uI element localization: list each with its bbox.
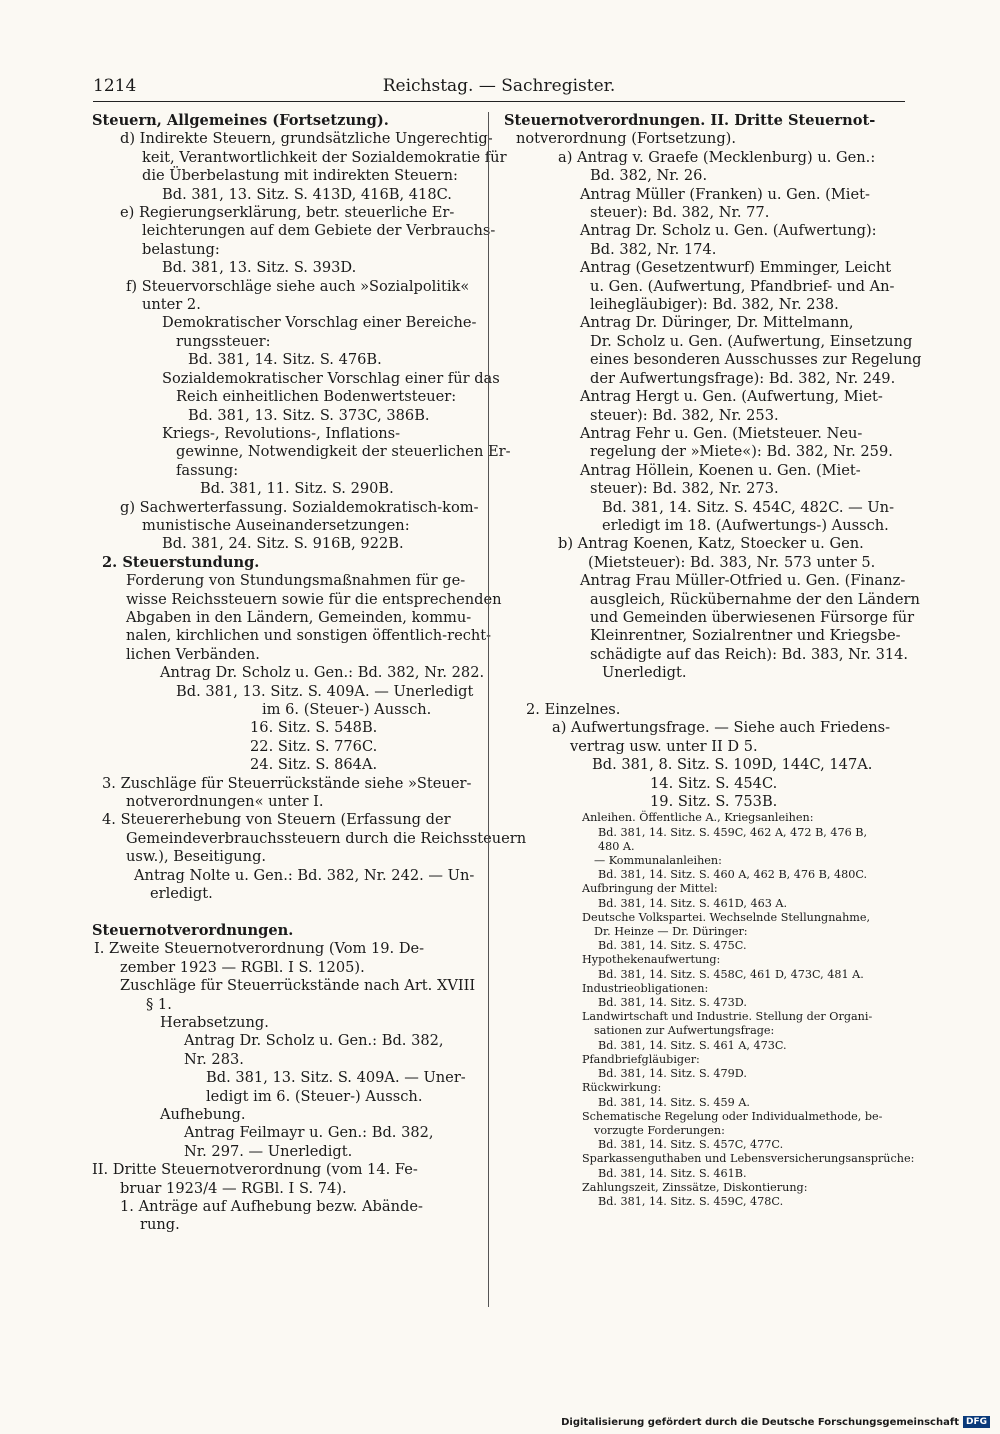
text-line: Antrag Dr. Scholz u. Gen. (Aufwertung): [580, 222, 877, 240]
text-line: rung. [140, 1216, 180, 1234]
text-line: steuer): Bd. 382, Nr. 77. [590, 204, 770, 222]
dfg-logo: DFG [963, 1416, 990, 1428]
text-line: g) Sachwerterfassung. Sozialdemokratisch-kom- [120, 498, 479, 516]
text-line: Deutsche Volkspartei. Wechselnde Stellungnahme, [582, 910, 871, 924]
text-line: Bd. 381, 14. Sitz. S. 454C, 482C. — Un- [602, 498, 894, 516]
text-line: Bd. 381, 14. Sitz. S. 476B. [188, 351, 382, 369]
text-line: Bd. 381, 14. Sitz. S. 460 A, 462 B, 476 B, 480C. [598, 868, 868, 882]
text-line: Nr. 283. [184, 1050, 244, 1068]
text-line: Sozialdemokratischer Vorschlag einer für das [162, 369, 500, 387]
text-line: Antrag Frau Müller-Otfried u. Gen. (Finanz- [580, 572, 906, 590]
text-line: vertrag usw. unter II D 5. [570, 737, 758, 755]
text-line: nalen, kirchlichen und sonstigen öffentlich-recht- [126, 627, 492, 645]
text-line: Antrag Höllein, Koenen u. Gen. (Miet- [580, 461, 861, 479]
column-divider [488, 112, 489, 1307]
text-line: (Mietsteuer): Bd. 383, Nr. 573 unter 5. [588, 553, 876, 571]
text-line: leihegläubiger): Bd. 382, Nr. 238. [590, 296, 839, 314]
text-line [504, 683, 892, 701]
text-line: Bd. 381, 13. Sitz. S. 409A. — Uner- [206, 1069, 466, 1087]
text-line: Bd. 381, 24. Sitz. S. 916B, 922B. [162, 535, 404, 553]
text-line: rungssteuer: [176, 332, 271, 350]
text-line: Bd. 381, 14. Sitz. S. 461D, 463 A. [598, 896, 788, 910]
text-line: Antrag (Gesetzentwurf) Emminger, Leicht [580, 259, 892, 277]
text-line: sationen zur Aufwertungsfrage: [594, 1024, 775, 1038]
text-line: a) Aufwertungsfrage. — Siehe auch Friedens- [552, 719, 891, 737]
text-line: fassung: [176, 461, 239, 479]
text-line: steuer): Bd. 382, Nr. 273. [590, 480, 779, 498]
page-number: 1214 [93, 76, 137, 96]
text-line: 2. Einzelnes. [526, 701, 621, 718]
text-line: Bd. 381, 14. Sitz. S. 459C, 462 A, 472 B, 476 B, [598, 825, 868, 839]
text-line: Bd. 381, 14. Sitz. S. 459C, 478C. [598, 1194, 784, 1208]
text-line: Antrag Nolte u. Gen.: Bd. 382, Nr. 242. — Un- [134, 866, 475, 884]
text-line: Steuernotverordnungen. II. Dritte Steuernot- [504, 112, 876, 129]
text-line: im 6. (Steuer-) Aussch. [262, 701, 432, 718]
text-line: — Kommunalanleihen: [594, 854, 722, 868]
text-line: schädigte auf das Reich): Bd. 383, Nr. 314. [590, 645, 909, 663]
page-header [93, 74, 905, 104]
text-line: Demokratischer Vorschlag einer Bereiche- [162, 314, 477, 332]
text-line: leichterungen auf dem Gebiete der Verbrauchs- [142, 222, 496, 240]
text-line: Abgaben in den Ländern, Gemeinden, kommu- [126, 608, 472, 626]
text-line: Bd. 381, 13. Sitz. S. 373C, 386B. [188, 406, 430, 424]
text-line: Antrag Fehr u. Gen. (Mietsteuer. Neu- [580, 424, 863, 442]
text-line: Steuern, Allgemeines (Fortsetzung). [92, 112, 389, 129]
text-line: Industrieobligationen: [582, 981, 709, 995]
text-line: erledigt im 18. (Aufwertungs-) Aussch. [602, 516, 889, 534]
text-line: Antrag Feilmayr u. Gen.: Bd. 382, [184, 1124, 434, 1142]
text-line: II. Dritte Steuernotverordnung (vom 14. Fe- [92, 1161, 418, 1179]
left-column [92, 112, 527, 1235]
text-line: b) Antrag Koenen, Katz, Stoecker u. Gen. [558, 535, 864, 553]
text-line: e) Regierungserklärung, betr. steuerliche Er- [120, 204, 455, 222]
text-line: regelung der »Miete«): Bd. 382, Nr. 259. [590, 443, 893, 461]
text-line: 4. Steuererhebung von Steuern (Erfassung der [102, 811, 451, 829]
text-line: notverordnung (Fortsetzung). [516, 130, 736, 148]
text-line: 24. Sitz. S. 864A. [250, 756, 378, 774]
text-line: Rückwirkung: [582, 1081, 662, 1095]
text-line: Bd. 381, 14. Sitz. S. 475C. [598, 939, 747, 953]
text-line: Reich einheitlichen Bodenwertsteuer: [176, 388, 457, 406]
text-line: zember 1923 — RGBl. I S. 1205). [120, 958, 365, 976]
text-line: Unerledigt. [602, 664, 687, 682]
text-line: Kleinrentner, Sozialrentner und Kriegsbe- [590, 627, 901, 645]
text-line: Landwirtschaft und Industrie. Stellung der Organi- [582, 1010, 873, 1024]
text-line: belastung: [142, 240, 220, 258]
text-line: usw.), Beseitigung. [126, 848, 267, 866]
text-line: gewinne, Notwendigkeit der steuerlichen Er- [176, 443, 511, 461]
text-line: Dr. Heinze — Dr. Düringer: [594, 925, 748, 939]
text-line: wisse Reichssteuern sowie für die entsprechenden [126, 590, 502, 608]
text-line: Bd. 381, 14. Sitz. S. 461 A, 473C. [598, 1038, 787, 1052]
text-line: 1. Anträge auf Aufhebung bezw. Abände- [120, 1197, 423, 1215]
text-line: Bd. 381, 13. Sitz. S. 409A. — Unerledigt [176, 682, 474, 700]
text-line: keit, Verantwortlichkeit der Sozialdemokratie für [142, 148, 507, 166]
text-line: Aufhebung. [160, 1105, 246, 1123]
text-line: Antrag Dr. Scholz u. Gen.: Bd. 382, Nr. 282. [160, 664, 485, 682]
text-line: Bd. 381, 14. Sitz. S. 457C, 477C. [598, 1138, 784, 1152]
text-line: bruar 1923/4 — RGBl. I S. 74). [120, 1179, 347, 1197]
text-line: Bd. 381, 14. Sitz. S. 473D. [598, 996, 747, 1010]
header-rule [93, 101, 905, 102]
text-line: 19. Sitz. S. 753B. [650, 793, 778, 811]
text-line: Anleihen. Öffentliche A., Kriegsanleihen: [582, 811, 814, 825]
text-line: I. Zweite Steuernotverordnung (Vom 19. De- [94, 940, 425, 958]
text-line: Gemeindeverbrauchssteuern durch die Reichssteuern [126, 829, 527, 847]
text-line: 480 A. [598, 839, 635, 853]
text-line: erledigt. [150, 885, 213, 903]
text-line: Pfandbriefgläubiger: [582, 1052, 700, 1066]
text-line: 14. Sitz. S. 454C. [650, 774, 778, 792]
text-line: Bd. 381, 8. Sitz. S. 109D, 144C, 147A. [592, 756, 873, 774]
text-line: Antrag Müller (Franken) u. Gen. (Miet- [580, 185, 870, 203]
text-line: Schematische Regelung oder Individualmethode, be- [582, 1109, 883, 1123]
text-line: Bd. 382, Nr. 26. [590, 167, 708, 185]
text-line: ausgleich, Rückübernahme der den Ländern [590, 590, 920, 608]
text-line: Bd. 381, 11. Sitz. S. 290B. [200, 480, 394, 498]
text-line: u. Gen. (Aufwertung, Pfandbrief- und An- [590, 277, 895, 295]
text-line: Zahlungszeit, Zinssätze, Diskontierung: [582, 1180, 808, 1194]
text-line: ledigt im 6. (Steuer-) Aussch. [206, 1087, 423, 1105]
text-line: Antrag Dr. Scholz u. Gen.: Bd. 382, [184, 1032, 444, 1050]
text-line: unter 2. [142, 296, 201, 314]
text-line: Bd. 381, 13. Sitz. S. 413D, 416B, 418C. [162, 185, 452, 203]
text-line: Aufbringung der Mittel: [582, 882, 718, 896]
text-line: f) Steuervorschläge siehe auch »Sozialpolitik« [126, 277, 470, 295]
text-line: 2. Steuerstundung. [102, 553, 260, 571]
text-line: Bd. 382, Nr. 174. [590, 240, 717, 258]
text-line: d) Indirekte Steuern, grundsätzliche Ungerechtig- [120, 130, 493, 148]
text-line: 16. Sitz. S. 548B. [250, 719, 378, 737]
text-line: die Überbelastung mit indirekten Steuern: [142, 167, 458, 185]
text-line: Steuernotverordnungen. [92, 921, 294, 939]
text-line: Antrag Hergt u. Gen. (Aufwertung, Miet- [580, 388, 883, 406]
text-line: 22. Sitz. S. 776C. [250, 737, 378, 755]
text-line: Forderung von Stundungsmaßnahmen für ge- [126, 572, 466, 590]
text-line: eines besonderen Ausschusses zur Regelung [590, 351, 922, 369]
footer [561, 1416, 990, 1428]
footer-text: Digitalisierung gefördert durch die Deutsche Forschungsgemeinschaft [561, 1416, 959, 1428]
text-line: und Gemeinden überwiesenen Fürsorge für [590, 608, 915, 626]
right-column [504, 112, 922, 1209]
text-line: 3. Zuschläge für Steuerrückstände siehe »Steuer- [102, 774, 472, 792]
text-line: vorzugte Forderungen: [594, 1123, 725, 1137]
text-line: Bd. 381, 14. Sitz. S. 459 A. [598, 1095, 750, 1109]
text-line: Bd. 381, 13. Sitz. S. 393D. [162, 259, 357, 277]
text-line: Dr. Scholz u. Gen. (Aufwertung, Einsetzung [590, 332, 913, 350]
text-line: Herabsetzung. [160, 1013, 269, 1031]
text-line: Hypothekenaufwertung: [582, 953, 721, 967]
text-line: a) Antrag v. Graefe (Mecklenburg) u. Gen.: [558, 148, 876, 166]
text-line: Antrag Dr. Düringer, Dr. Mittelmann, [580, 314, 854, 332]
text-line: Bd. 381, 14. Sitz. S. 479D. [598, 1067, 747, 1081]
text-line: munistische Auseinandersetzungen: [142, 516, 410, 534]
text-line: steuer): Bd. 382, Nr. 253. [590, 406, 779, 424]
text-line [92, 903, 481, 921]
text-line: lichen Verbänden. [126, 645, 260, 663]
text-line: der Aufwertungsfrage): Bd. 382, Nr. 249. [590, 369, 896, 387]
text-line: Bd. 381, 14. Sitz. S. 461B. [598, 1166, 747, 1180]
text-line: Nr. 297. — Unerledigt. [184, 1142, 353, 1160]
text-line: Bd. 381, 14. Sitz. S. 458C, 461 D, 473C, 481 A. [598, 967, 864, 981]
page-title: Reichstag. — Sachregister. [382, 76, 616, 96]
text-line: Sparkassenguthaben und Lebensversicherungsansprüche: [582, 1152, 915, 1166]
text-line: § 1. [146, 995, 172, 1013]
text-line: Zuschläge für Steuerrückstände nach Art. XVIII [120, 977, 476, 995]
text-line: notverordnungen« unter I. [126, 793, 324, 811]
text-line: Kriegs-, Revolutions-, Inflations- [162, 424, 401, 442]
